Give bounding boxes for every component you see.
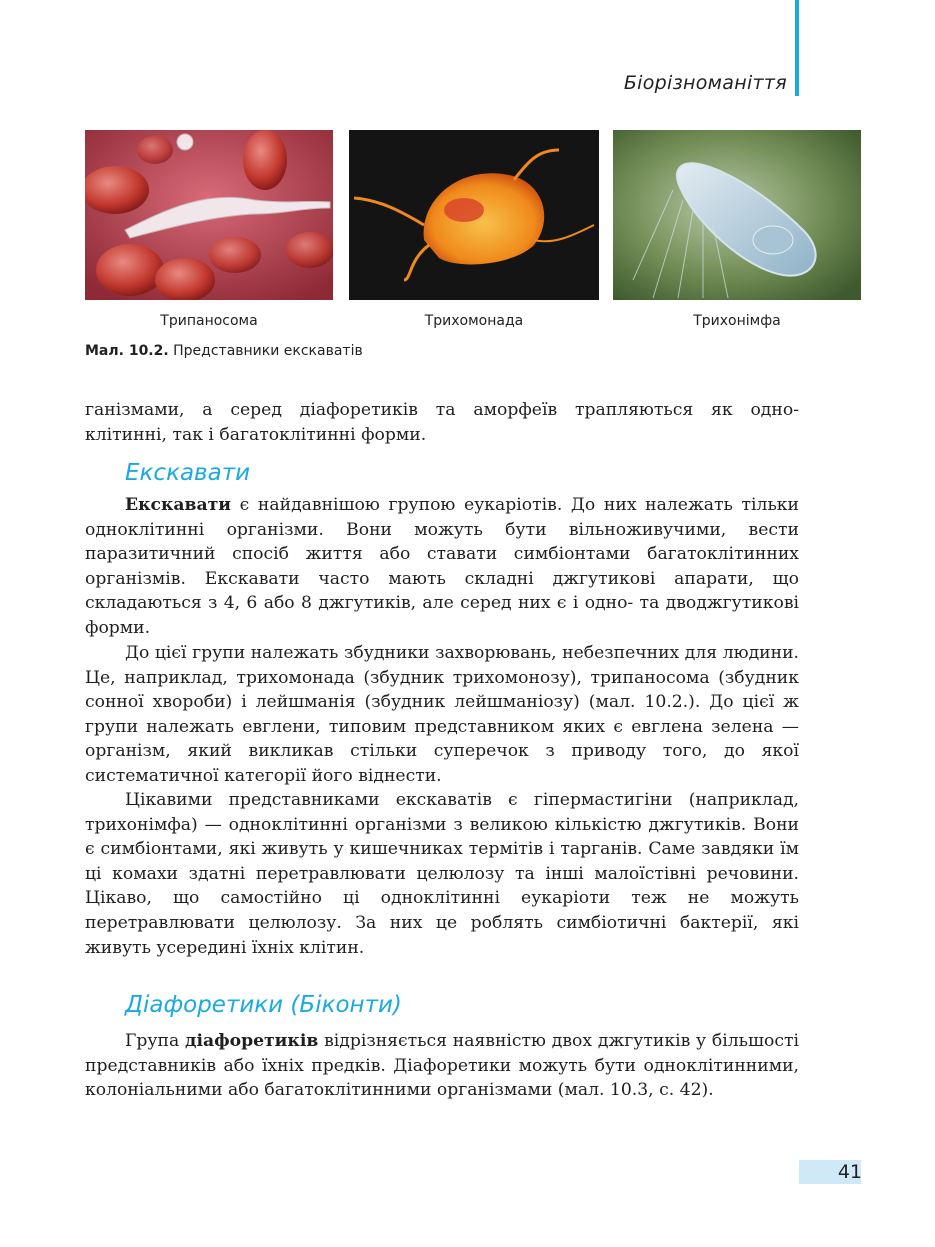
trichonympha-image (613, 130, 861, 300)
diaphoretickes-paragraph-1 (85, 1029, 799, 1103)
section-heading-diaphoretickes: Діафоретики (Біконти) (125, 992, 402, 1018)
trypanosoma-image (85, 130, 333, 300)
excavata-paragraph-1 (85, 493, 799, 641)
trichonympha-illustration-icon (613, 130, 861, 300)
excavata-paragraph-2: До цієї групи належать збудники захворювань, небезпечних для людини. Це, наприклад, трихомонада (збудник трихомонозу), трипаносома (збудник сонної хвороби) і лейшманія (збудник лейшманіозу) (мал. 10.2.). До цієї ж групи належать евглени, типовим представником яких є евглена зелена — організм, який викликав стільки суперечок з приводу того, до якої систематичної категорії його віднести. (85, 643, 799, 786)
intro-line-1: ганізмами, а серед діафоретиків та аморфеїв трапляються як одно- (85, 400, 799, 420)
trypanosoma-illustration-icon (85, 130, 333, 300)
excavata-paragraph-1-text: є найдавнішою групою еукаріотів. До них належать тільки одноклітинні організми. Вони можуть бути вільноживучими, вести паразитичний спосіб життя або ставати симбіонтами багатоклітинних організмів. Екскавати часто мають складні джгутикові апарати, що складаються з 4, 6 або 8 джгутиків, але серед них є і одно- та дводжгутикові форми. (85, 495, 799, 638)
intro-line-2: клітинні, так і багатоклітинні форми. (85, 425, 427, 445)
running-title: Біорізноманіття (623, 72, 787, 94)
diaphoretickes-term: діафоретиків (184, 1031, 319, 1051)
figure-caption (85, 343, 363, 359)
trichomonas-illustration-icon (349, 130, 599, 300)
figure-caption-text: Представники екскаватів (168, 343, 363, 359)
header-accent-bar (795, 0, 799, 96)
diaphoretickes-paragraph-start: Група (125, 1031, 185, 1051)
figure-label-trichonympha: Трихонімфа (693, 313, 781, 329)
section-heading-excavata: Екскавати (125, 460, 251, 486)
excavata-paragraph-3: Цікавими представниками екскаватів є гіпермастигіни (наприклад, трихонімфа) — одноклітинні організми з великою кількістю джгутиків. Вони є симбіонтами, які живуть у кишечниках термітів і тарганів. Саме завдяки їм ці комахи здатні перетравлювати целюлозу та інші малоїстівні речовини. Цікаво, що самостійно ці одноклітинні еукаріоти теж не можуть перетравлювати целюлозу. За них це роблять симбіотичні бактерії, які живуть усередині їхніх клітин. (85, 790, 799, 958)
page-number: 41 (837, 1161, 862, 1183)
trichomonas-image (349, 130, 599, 300)
diaphoretickes-paragraph-text: відрізняється наявністю двох джгутиків у більшості представників або їхніх предків. Діафоретики можуть бути одноклітинними, колоніальними або багатоклітинними організмами (мал. 10.3, с. 42). (85, 1031, 799, 1101)
figure-label-trypanosoma: Трипаносома (160, 313, 258, 329)
excavata-term: Екскавати (125, 495, 232, 515)
figure-label-trichomonas: Трихомонада (424, 313, 524, 329)
figure-number: Мал. 10.2. (85, 343, 169, 359)
